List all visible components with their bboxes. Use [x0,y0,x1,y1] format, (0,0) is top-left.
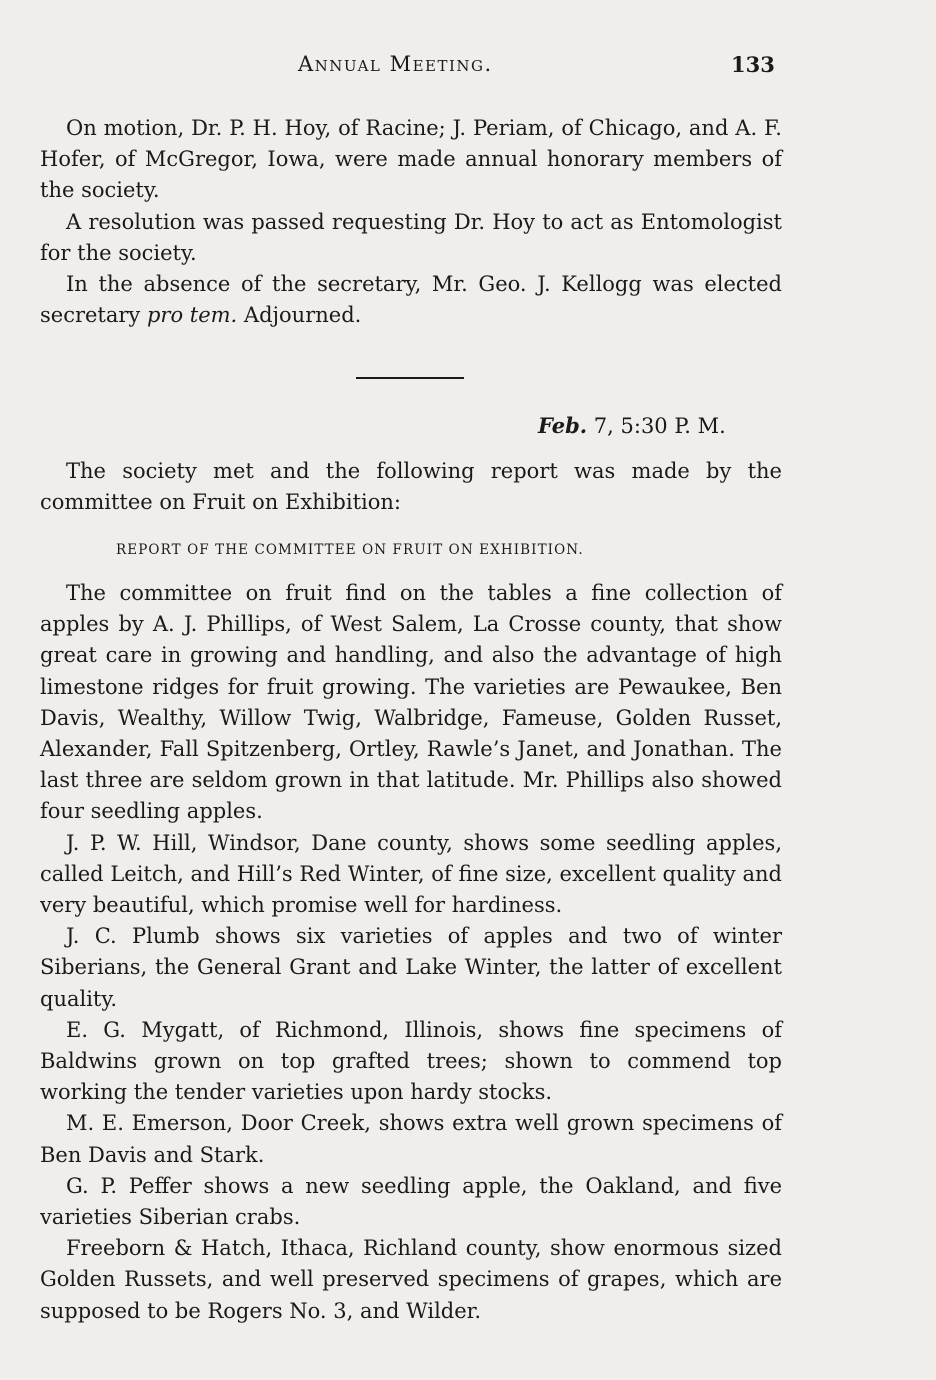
report-paragraph: Freeborn & Hatch, Ithaca, Richland county, show enormous sized Golden Russets, and well preserved specimens of grapes, which are supposed to be Rogers No. 3, and Wilder. [40,1236,782,1323]
running-head [0,52,936,84]
report-paragraph: G. P. Peffer shows a new seedling apple, the Oakland, and five varieties Siberian crabs. [40,1173,782,1230]
session-dateline [538,413,726,438]
session-date: Feb. [538,413,588,438]
adjourned-text: Adjourned. [237,303,362,328]
running-title: Annual Meeting. [298,52,493,76]
secretary-paragraph [40,269,782,331]
report-paragraph: E. G. Mygatt, of Richmond, Illinois, shows fine specimens of Baldwins grown on top grafted trees; shown to commend top working the tender varieties upon hardy stocks. [40,1017,782,1105]
honorary-members-paragraph: On motion, Dr. P. H. Hoy, of Racine; J. Periam, of Chicago, and A. F. Hofer, of McGregor, Iowa, were made annual honorary members of the society. [40,116,782,203]
report-paragraph: The committee on fruit find on the tables a fine collection of apples by A. J. Phillips, of West Salem, La Crosse county, that show great care in growing and handling, and also the advantage of high limestone ridges for fruit growing. The varieties are Pewaukee, Ben Davis, Wealthy, Willow Twig, Walbridge, Fameuse, Golden Russet, Alexander, Fall Spitzenberg, Ortley, Rawle’s Janet, and Jonathan. The last three are seldom grown in that latitude. Mr. Phillips also showed four seedling apples. [40,581,782,824]
page-number: 133 [731,52,775,77]
report-heading: REPORT OF THE COMMITTEE ON FRUIT ON EXHIBITION. [116,542,584,558]
report-paragraph: M. E. Emerson, Door Creek, shows extra well grown specimens of Ben Davis and Stark. [40,1111,782,1167]
report-paragraph: J. P. W. Hill, Windsor, Dane county, shows some seedling apples, called Leitch, and Hill’s Red Winter, of fine size, excellent quality and very beautiful, which promise well for hardiness. [40,830,782,918]
session-time: 7, 5:30 P. M. [587,414,726,438]
secretary-text: In the absence of the secretary, Mr. Geo. J. Kellogg was elected secretary [40,272,782,328]
meeting-minutes [40,113,782,331]
session-intro [40,456,782,518]
report-paragraph: J. C. Plumb shows six varieties of apples and two of winter Siberians, the General Grant and Lake Winter, the latter of excellent quality. [40,924,782,1011]
session-intro-paragraph: The society met and the following report was made by the committee on Fruit on Exhibition: [40,459,782,515]
section-divider [356,377,464,379]
entomologist-resolution-paragraph: A resolution was passed requesting Dr. Hoy to act as Entomologist for the society. [40,209,782,265]
pro-tem-italic: pro tem. [146,303,238,328]
fruit-report [40,578,782,1327]
